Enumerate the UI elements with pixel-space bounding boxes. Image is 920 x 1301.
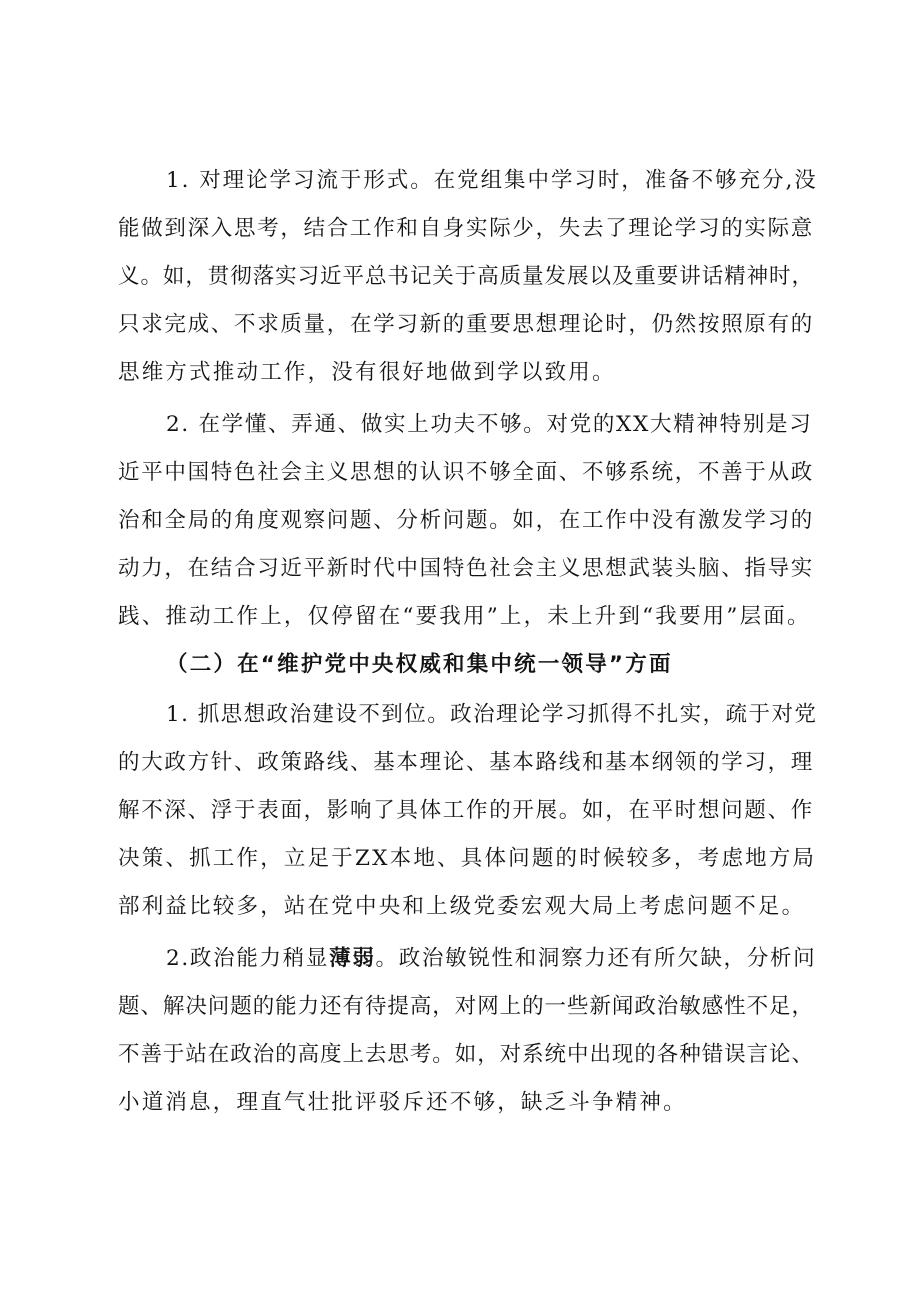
paragraph-line: 只求完成、不求质量，在学习新的重要思想理论时，仍然按照原有的 [118,312,815,337]
paragraph-line: 的大政方针、政策路线、基本理论、基本路线和基本纲领的学习，理 [118,750,815,775]
paragraph-line: 思维方式推动工作，没有很好地做到学以致用。 [118,360,616,385]
paragraph-line: 近平中国特色社会主义思想的认识不够全面、不够系统，不善于从政 [118,460,815,485]
paragraph-line: 能做到深入思考，结合工作和自身实际少，失去了理论学习的实际意 [118,216,815,241]
paragraph-line: 治和全局的角度观察问题、分析问题。如，在工作中没有激发学习的 [118,508,815,533]
paragraph-line: 不善于站在政治的高度上去思考。如，对系统中出现的各种错误言论、 [118,1042,814,1067]
line-text: 2.政治能力稍显 [166,946,330,971]
paragraph-line: 决策、抓工作，立足于ZX本地、具体问题的时候较多，考虑地方局 [118,846,817,871]
section-heading: （二）在“维护党中央权威和集中统一领导”方面 [166,652,673,677]
paragraph-line: 解不深、浮于表面，影响了具体工作的开展。如，在平时想问题、作 [118,798,815,823]
line-text: 。政治敏锐性和洞察力还有所欠缺，分析问 [375,946,817,971]
paragraph-line: 小道消息，理直气壮批评驳斥还不够，缺乏斗争精神。 [118,1090,687,1115]
paragraph-line [166,944,816,974]
paragraph-line: 2. 在学懂、弄通、做实上功夫不够。对党的XX大精神特别是习 [166,412,813,437]
paragraph-line: 动力，在结合习近平新时代中国特色社会主义思想武装头脑、指导实 [118,556,815,581]
paragraph-line: 践、推动工作上，仅停留在“要我用”上，未上升到“我要用”层面。 [118,604,811,629]
paragraph-line: 1. 抓思想政治建设不到位。政治理论学习抓得不扎实，疏于对党 [166,702,818,727]
paragraph-line: 题、解决问题的能力还有待提高，对网上的一些新闻政治敏感性不足， [118,994,814,1019]
emphasized-text: 薄弱 [329,946,376,971]
paragraph-line: 部利益比较多，站在党中央和上级党委宏观大局上考虑问题不足。 [118,894,806,919]
paragraph-line: 义。如，贯彻落实习近平总书记关于高质量发展以及重要讲话精神时， [118,264,814,289]
paragraph-line: 1. 对理论学习流于形式。在党组集中学习时，准备不够充分,没 [166,168,818,193]
